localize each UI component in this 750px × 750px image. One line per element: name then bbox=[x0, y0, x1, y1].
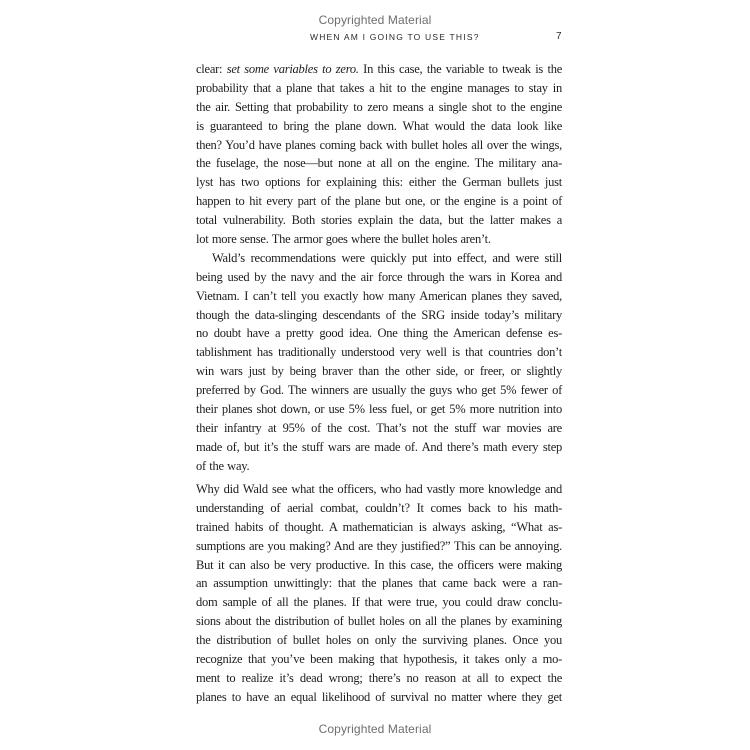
paragraph-1-line: probability that a plane that takes a hit to the engine manages to stay in bbox=[196, 80, 562, 95]
paragraph-1-line: the air. Setting that probability to zero means a single shot to the engine bbox=[196, 99, 562, 114]
copyright-watermark-top: Copyrighted Material bbox=[318, 13, 432, 27]
paragraph-3-line: the distribution of bullet holes on only the surviving planes. Once you bbox=[196, 633, 562, 648]
page-number: 7 bbox=[556, 31, 562, 42]
paragraph-2-line: win wars just by being braver than the other side, or freer, or slightly bbox=[196, 364, 562, 379]
paragraph-3-line: sumptions are you making? And are they justified?” This can be annoying. bbox=[196, 538, 562, 553]
paragraph-2-line: of the way. bbox=[196, 458, 250, 473]
copyright-watermark-bottom: Copyrighted Material bbox=[318, 722, 432, 736]
paragraph-1-line: lot more sense. The armor goes where the bullet holes aren’t. bbox=[196, 232, 491, 247]
paragraph-3-line: sions about the distribution of bullet holes on all the planes by examining bbox=[196, 614, 562, 629]
paragraph-3-line: understanding of aerial combat, couldn’t? It comes back to his math- bbox=[196, 500, 562, 515]
paragraph-3-line: Why did Wald see what the officers, who had vastly more knowledge and bbox=[196, 482, 562, 496]
body-text-lower bbox=[196, 480, 562, 707]
paragraph-3-line: recognize that you’ve been making that hypothesis, it takes only a mo- bbox=[196, 652, 562, 667]
body-text-upper bbox=[196, 60, 562, 476]
paragraph-1-line: clear: set some variables to zero. In this case, the variable to tweak is the bbox=[196, 62, 562, 76]
paragraph-3-line: an assumption unwittingly: that the planes that came back were a ran- bbox=[196, 576, 562, 591]
paragraph-1-line: the fuselage, the nose—but none at all on the engine. The military ana- bbox=[196, 156, 562, 171]
running-head: WHEN AM I GOING TO USE THIS? bbox=[310, 32, 480, 42]
paragraph-2-line: though the data-slinging descendants of the SRG inside today’s military bbox=[196, 307, 562, 322]
paragraph-2-line: Wald’s recommendations were quickly put into effect, and were still bbox=[212, 250, 562, 265]
paragraph-2-line: preferred by God. The winners are usually the guys who get 5% fewer of bbox=[196, 383, 562, 398]
paragraph-3-line: planes to have an equal likelihood of survival no matter where they get bbox=[196, 689, 562, 704]
paragraph-1-line: then? You’d have planes coming back with bullet holes all over the wings, bbox=[196, 137, 562, 152]
paragraph-2-line: no doubt have a pretty good idea. One thing the American defense es- bbox=[196, 326, 562, 341]
paragraph-3-line: But it can also be very productive. In this case, the officers were making bbox=[196, 557, 562, 572]
paragraph-2-line: tablishment has traditionally understood very well is that countries don’t bbox=[196, 345, 562, 360]
paragraph-3-line: dom sample of all the planes. If that were true, you could draw conclu- bbox=[196, 595, 562, 610]
paragraph-2-line: made of, but it’s the stuff wars are made of. And there’s math every step bbox=[196, 439, 562, 454]
italic-phrase: set some variables to zero. bbox=[226, 62, 359, 76]
paragraph-1-line: total vulnerability. Both stories explain the data, but the latter makes a bbox=[196, 213, 562, 228]
paragraph-1-line: is guaranteed to bring the plane down. What would the data look like bbox=[196, 118, 562, 133]
paragraph-2-line: being used by the navy and the air force through the wars in Korea and bbox=[196, 269, 562, 284]
paragraph-3-line: ment to realize it’s dead wrong; there’s no reason at all to expect the bbox=[196, 670, 562, 685]
paragraph-1-line: happen to hit every part of the plane but one, or the engine is a point of bbox=[196, 194, 562, 209]
paragraph-2-line: their infantry at 95% of the cost. That’s not the stuff war movies are bbox=[196, 420, 562, 435]
paragraph-3-line: trained habits of thought. A mathematician is always asking, “What as- bbox=[196, 519, 562, 534]
paragraph-1-line: lyst has two options for explaining this: either the German bullets just bbox=[196, 175, 562, 190]
paragraph-2-line: their planes shot down, or use 5% less fuel, or get 5% more nutrition into bbox=[196, 402, 562, 417]
paragraph-2-line: Vietnam. I can’t tell you exactly how many American planes they saved, bbox=[196, 288, 562, 303]
